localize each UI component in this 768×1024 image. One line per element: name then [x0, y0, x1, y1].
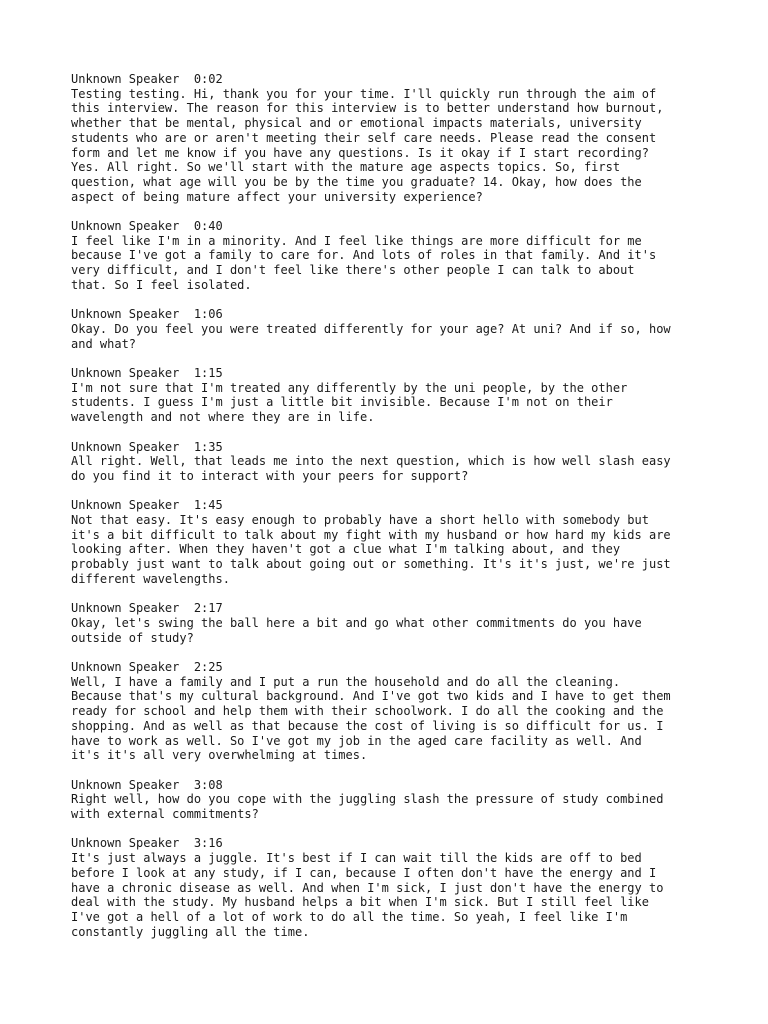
speaker-name: Unknown Speaker: [71, 601, 180, 616]
speaker-name: Unknown Speaker: [71, 777, 180, 792]
timestamp: 0:40: [193, 219, 223, 234]
transcript-entry: [71, 836, 711, 939]
timestamp: 1:06: [193, 307, 223, 322]
utterance-text: Not that easy. It's easy enough to probably have a short hello with somebody but it's a bit difficult to talk about my fight with my husband or how hard my kids are looking after. When they haven't got a clue what I'm talking about, and they probably just want to talk about going out or something. It's it's just, we're just different wavelengths.: [71, 513, 671, 586]
transcript-document: [71, 72, 711, 954]
speaker-line: [71, 778, 711, 793]
timestamp: 0:02: [193, 72, 223, 86]
speaker-line: [71, 219, 711, 234]
transcript-entry: [71, 778, 711, 822]
transcript-entry: [71, 440, 711, 484]
transcript-entry: [71, 72, 711, 204]
utterance-text: Okay, let's swing the ball here a bit and go what other commitments do you have outside of study?: [71, 615, 642, 645]
timestamp: 2:17: [193, 601, 223, 616]
speaker-name: Unknown Speaker: [71, 366, 180, 381]
timestamp: 1:15: [193, 366, 223, 381]
utterance-text: Testing testing. Hi, thank you for your time. I'll quickly run through the aim of this interview. The reason for this interview is to better understand how burnout, whether that be mental, physical and or emotional impacts materials, university students who are or aren't meeting their self care needs. Please read the consent form and let me know if you have any questions. Is it okay if I start recording? Yes. All right. So we'll start with the mature age aspects topics. So, first question, what age will you be by the time you graduate? 14. Okay, how does the aspect of being mature affect your university experience?: [71, 86, 664, 204]
speaker-name: Unknown Speaker: [71, 219, 180, 234]
transcript-entry: [71, 498, 711, 586]
utterance-text: It's just always a juggle. It's best if I can wait till the kids are off to bed before I look at any study, if I can, because I often don't have the energy and I have a chronic disease as well. And when I'm sick, I just don't have the energy to deal with the study. My husband helps a bit when I'm sick. But I still feel like I've got a hell of a lot of work to do all the time. So yeah, I feel like I'm constantly juggling all the time.: [71, 851, 664, 939]
transcript-entry: [71, 660, 711, 763]
utterance-text: I'm not sure that I'm treated any differently by the uni people, by the other students. I guess I'm just a little bit invisible. Because I'm not on their wavelength and not where they are in life.: [71, 380, 628, 425]
speaker-name: Unknown Speaker: [71, 307, 180, 322]
speaker-line: [71, 440, 711, 455]
utterance-text: All right. Well, that leads me into the next question, which is how well slash easy do you find it to interact with your peers for support?: [71, 454, 671, 483]
transcript-entry: [71, 219, 711, 293]
utterance-text: Well, I have a family and I put a run the household and do all the cleaning. Because that's my cultural background. And I've got two kids and I have to get them ready for school and help them with their schoolwork. I do all the cooking and the shopping. And as well as that because the cost of living is so difficult for us. I have to work as well. So I've got my job in the aged care facility as well. And it's it's all very overwhelming at times.: [71, 674, 671, 763]
speaker-line: [71, 72, 711, 87]
utterance-text: Right well, how do you cope with the juggling slash the pressure of study combined with external commitments?: [71, 792, 664, 822]
speaker-name: Unknown Speaker: [71, 660, 180, 675]
utterance-text: Okay. Do you feel you were treated differently for your age? At uni? And if so, how and what?: [71, 321, 671, 351]
timestamp: 2:25: [193, 660, 223, 675]
transcript-entry: [71, 366, 711, 425]
speaker-line: [71, 601, 711, 616]
speaker-line: [71, 836, 711, 851]
timestamp: 1:45: [193, 498, 223, 513]
timestamp: 3:16: [193, 836, 223, 851]
speaker-line: [71, 660, 711, 675]
speaker-line: [71, 366, 711, 381]
timestamp: 1:35: [193, 439, 223, 454]
speaker-name: Unknown Speaker: [71, 439, 180, 454]
speaker-name: Unknown Speaker: [71, 498, 180, 513]
utterance-text: I feel like I'm in a minority. And I feel like things are more difficult for me because I've got a family to care for. And lots of roles in that family. And it's very difficult, and I don't feel like there's other people I can talk to about that. So I feel isolated.: [71, 233, 657, 292]
timestamp: 3:08: [193, 777, 223, 792]
speaker-line: [71, 498, 711, 513]
speaker-name: Unknown Speaker: [71, 836, 180, 851]
transcript-entry: [71, 601, 711, 645]
transcript-entry: [71, 307, 711, 351]
speaker-name: Unknown Speaker: [71, 72, 180, 86]
speaker-line: [71, 307, 711, 322]
